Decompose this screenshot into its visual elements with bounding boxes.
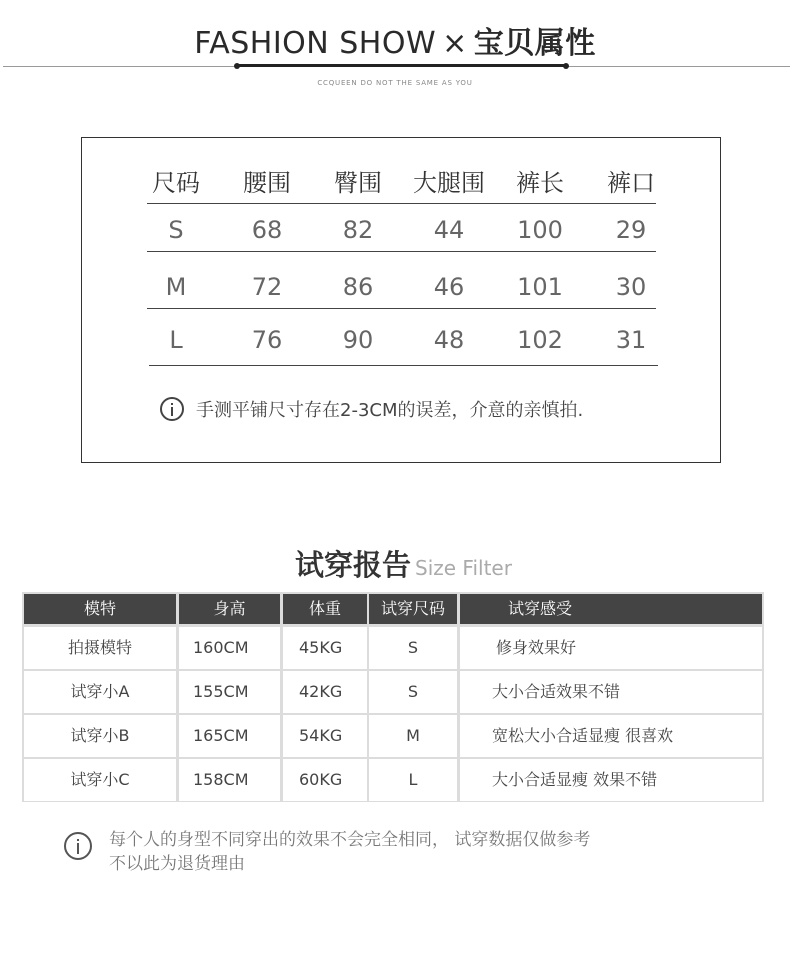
size-cell: 30: [615, 273, 647, 301]
report-header-cell: 试穿感受: [460, 594, 762, 624]
size-cell: 102: [517, 326, 563, 354]
report-cell: 修身效果好: [460, 627, 762, 669]
report-cell: 大小合适显瘦 效果不错: [460, 759, 762, 801]
report-cell: 160CM: [179, 627, 280, 669]
size-cell: 76: [251, 326, 283, 354]
size-cell: 48: [433, 326, 465, 354]
size-row-divider: [147, 203, 656, 204]
size-header-cell: 臀围: [334, 169, 382, 197]
report-title-en: Size Filter: [415, 556, 512, 580]
report-cell: S: [369, 671, 457, 713]
title-separator: ×: [442, 26, 468, 61]
size-header-cell: 裤口: [607, 169, 655, 197]
report-header-cell: 模特: [24, 594, 176, 624]
report-title-cn: 试穿报告: [295, 548, 412, 582]
report-cell: L: [369, 759, 457, 801]
size-cell: 90: [342, 326, 374, 354]
size-cell: 101: [517, 273, 563, 301]
title-chinese: 宝贝属性: [473, 26, 596, 61]
report-note-line-2: 不以此为退货理由: [109, 854, 245, 874]
size-row-divider: [147, 251, 656, 252]
info-icon: [160, 397, 184, 421]
report-header-cell: 试穿尺码: [369, 594, 457, 624]
size-cell: 46: [433, 273, 465, 301]
size-cell: L: [169, 326, 183, 354]
size-cell: 86: [342, 273, 374, 301]
report-header-cell: 体重: [283, 594, 367, 624]
info-icon: [64, 832, 92, 860]
header-accent-bar: [237, 64, 566, 67]
report-note-line-1: 每个人的身型不同穿出的效果不会完全相同， 试穿数据仅做参考: [109, 830, 591, 850]
title-english: FASHION SHOW: [194, 26, 437, 61]
report-cell: S: [369, 627, 457, 669]
report-cell: 试穿小A: [24, 671, 176, 713]
size-cell: 31: [615, 326, 647, 354]
report-cell: 54KG: [283, 715, 367, 757]
size-cell: 68: [251, 216, 283, 244]
report-cell: 宽松大小合适显瘦 很喜欢: [460, 715, 762, 757]
report-cell: 试穿小C: [24, 759, 176, 801]
size-header-cell: 裤长: [516, 169, 564, 197]
size-cell: 29: [615, 216, 647, 244]
report-title: [295, 543, 512, 584]
report-cell: 158CM: [179, 759, 280, 801]
report-cell: 155CM: [179, 671, 280, 713]
header-subtitle: CCQUEEN DO NOT THE SAME AS YOU: [317, 79, 473, 87]
size-cell: 44: [433, 216, 465, 244]
size-cell: 72: [251, 273, 283, 301]
report-cell: 拍摄模特: [24, 627, 176, 669]
report-cell: M: [369, 715, 457, 757]
page-title: [0, 18, 790, 62]
size-header-cell: 尺码: [152, 169, 200, 197]
size-row-divider: [147, 308, 656, 309]
size-header-cell: 腰围: [243, 169, 291, 197]
report-cell: 45KG: [283, 627, 367, 669]
size-cell: S: [168, 216, 184, 244]
size-row-divider: [149, 365, 658, 366]
report-header-cell: 身高: [179, 594, 280, 624]
report-cell: 42KG: [283, 671, 367, 713]
report-cell: 试穿小B: [24, 715, 176, 757]
measurement-note: [160, 396, 583, 422]
report-cell: 165CM: [179, 715, 280, 757]
size-cell: 82: [342, 216, 374, 244]
measurement-note-text: 手测平铺尺寸存在2-3CM的误差，介意的亲慎拍.: [196, 400, 584, 421]
report-table: [22, 592, 764, 802]
report-cell: 60KG: [283, 759, 367, 801]
size-cell: 100: [517, 216, 563, 244]
size-header-cell: 大腿围: [413, 169, 485, 197]
report-cell: 大小合适效果不错: [460, 671, 762, 713]
size-cell: M: [165, 273, 187, 301]
